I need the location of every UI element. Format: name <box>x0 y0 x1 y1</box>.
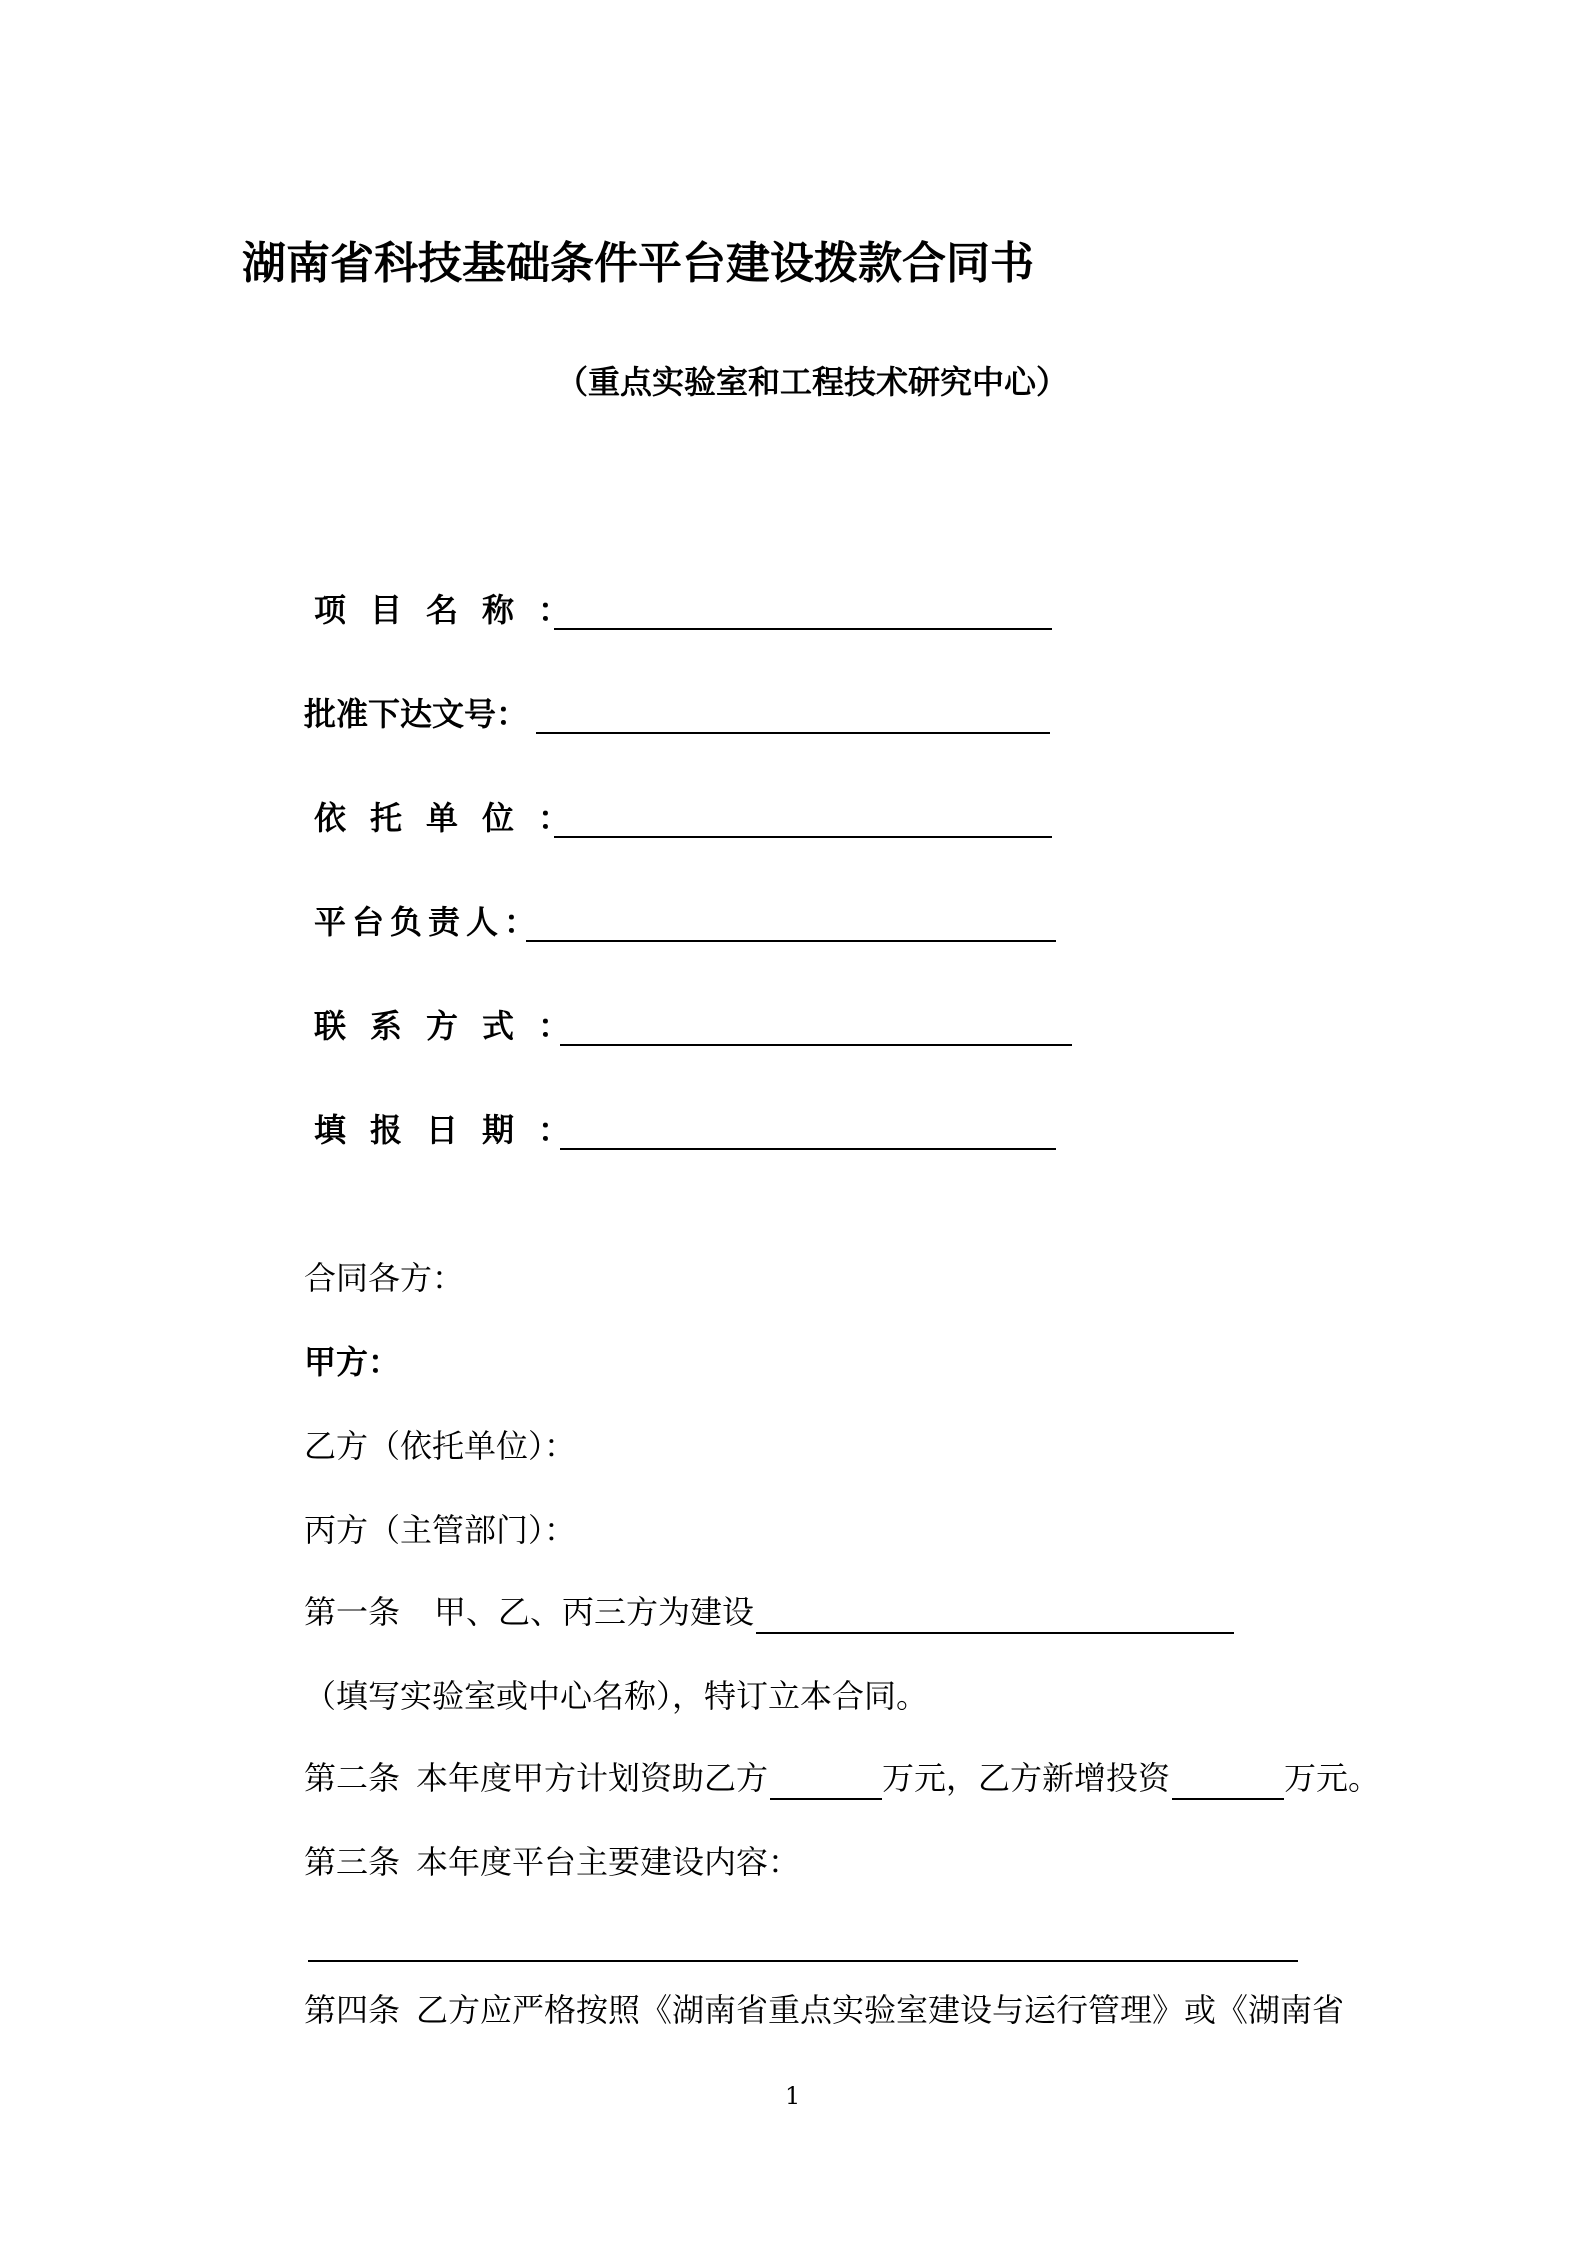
field-label-project-name: 项目名称： <box>314 591 595 629</box>
page-number: 1 <box>785 2082 801 2110</box>
field-line-host-unit[interactable] <box>554 836 1052 838</box>
article-1-blank[interactable] <box>756 1632 1234 1634</box>
article-2-blank-investment[interactable] <box>1172 1798 1284 1800</box>
field-label-approval-number: 批准下达文号： <box>304 695 529 733</box>
article-3-prefix: 第三条 <box>304 1843 401 1881</box>
article-2-text-b: 万元，乙方新增投资 <box>882 1759 1171 1797</box>
field-line-fill-date[interactable] <box>560 1148 1056 1150</box>
field-label-platform-leader: 平台负责人： <box>314 903 543 941</box>
field-line-contact[interactable] <box>560 1044 1072 1046</box>
article-2-prefix: 第二条 <box>304 1759 401 1797</box>
field-label-fill-date: 填报日期： <box>314 1111 595 1149</box>
article-1-text: 甲、乙、丙三方为建设 <box>434 1593 755 1631</box>
field-label-host-unit: 依托单位： <box>314 799 595 837</box>
document-subtitle: （重点实验室和工程技术研究中心） <box>556 363 1069 401</box>
document-title: 湖南省科技基础条件平台建设拨款合同书 <box>242 238 1034 289</box>
party-c: 丙方（主管部门）： <box>304 1511 577 1549</box>
article-2-text-c: 万元。 <box>1284 1759 1381 1797</box>
article-4-text: 乙方应严格按照《湖南省重点实验室建设与运行管理》或《湖南省 <box>416 1991 1345 2029</box>
parties-heading: 合同各方： <box>304 1259 465 1297</box>
article-2-text-a: 本年度甲方计划资助乙方 <box>416 1759 769 1797</box>
article-1-prefix: 第一条 <box>304 1593 401 1631</box>
article-3-content-line[interactable] <box>308 1960 1298 1962</box>
field-line-platform-leader[interactable] <box>526 940 1056 942</box>
party-a: 甲方： <box>304 1343 401 1381</box>
article-3-text: 本年度平台主要建设内容： <box>416 1843 801 1881</box>
party-b: 乙方（依托单位）： <box>304 1427 577 1465</box>
article-4-prefix: 第四条 <box>304 1991 401 2029</box>
field-line-approval-number[interactable] <box>536 732 1050 734</box>
field-line-project-name[interactable] <box>554 628 1052 630</box>
article-1-continuation: （填写实验室或中心名称），特订立本合同。 <box>304 1677 929 1715</box>
field-label-contact: 联系方式： <box>314 1007 595 1045</box>
article-2-blank-funding[interactable] <box>770 1798 882 1800</box>
